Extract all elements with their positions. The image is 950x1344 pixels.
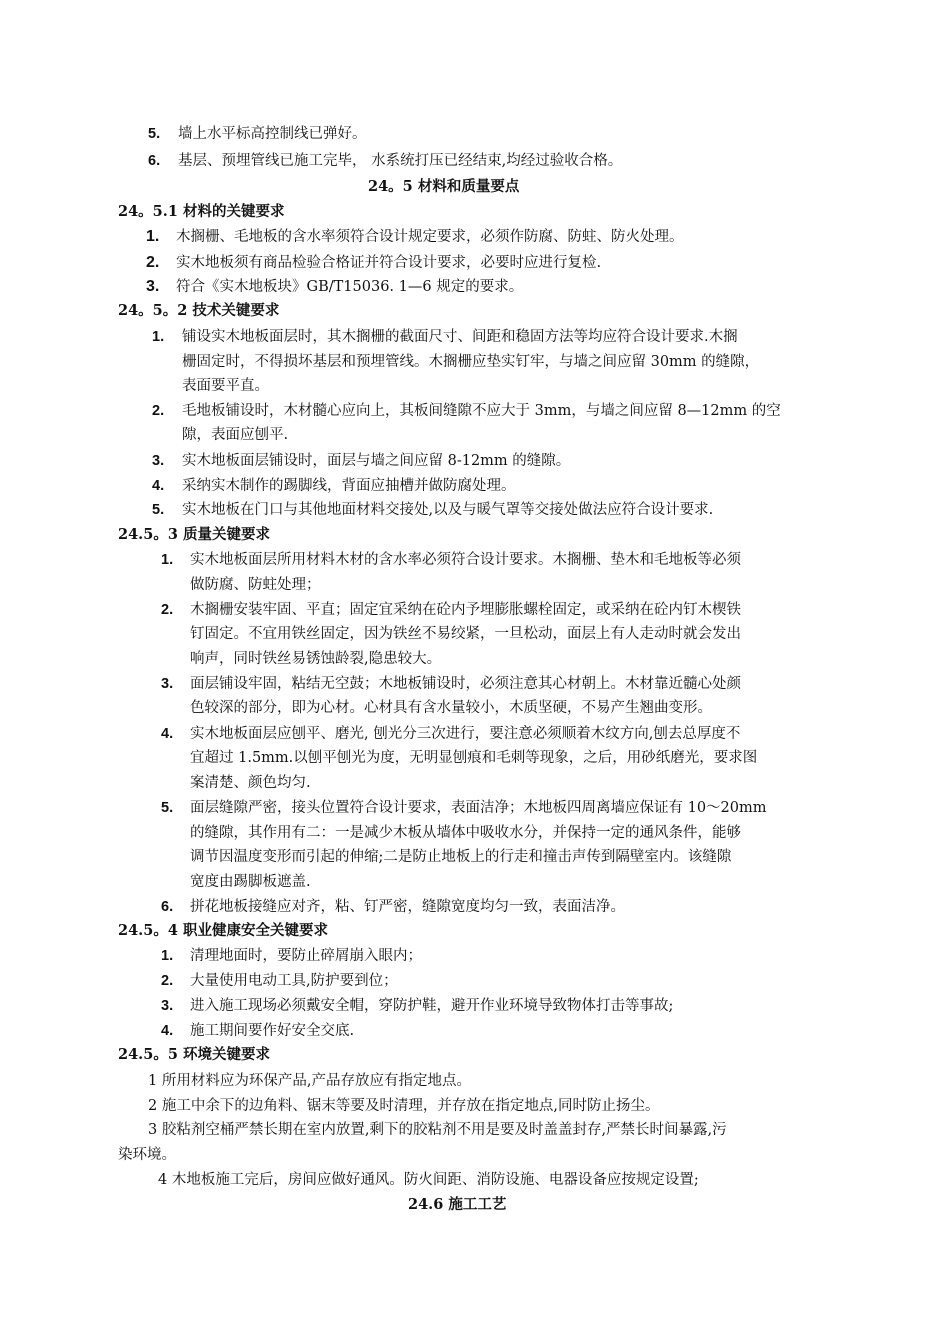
item-number: 5.: [161, 800, 174, 816]
item-text: 实木地板须有商品检验合格证并符合设计要求，必要时应进行复检.: [176, 255, 602, 271]
item-text-line: 面层铺设牢固，粘结无空鼓；木地板铺设时，必须注意其心材朝上。木材靠近髓心处颜: [190, 676, 741, 692]
subsection-heading: 24.5。4 职业健康安全关键要求: [118, 922, 328, 939]
list-item: [161, 996, 673, 1016]
list-item: [161, 946, 422, 966]
item-text-line: 面层缝隙严密，接头位置符合设计要求，表面洁净；木地板四周离墙应保证有 10～20mm: [190, 800, 767, 816]
item-number: 3.: [161, 998, 174, 1014]
subsection-heading: 24。5。2 技术关键要求: [118, 302, 280, 319]
item-text-line: 的缝隙，其作用有二：一是减少木板从墙体中吸收水分，并保持一定的通风条件，能够: [190, 825, 741, 841]
item-number: 5.: [152, 502, 165, 518]
item-text: 施工期间要作好安全交底.: [190, 1023, 355, 1039]
item-text-line: 实木地板面层铺设时，面层与墙之间应留 8-12mm 的缝隙。: [182, 453, 571, 469]
subsection-heading: 24.5。5 环境关键要求: [118, 1046, 270, 1063]
item-text-line: 木搁栅安装牢固、平直；固定宜采纳在砼内予埋膨胀螺栓固定，或采纳在砼内钉木楔铁: [190, 602, 741, 618]
item-text-line: 响声，同时铁丝易锈蚀龄裂,隐患较大。: [190, 651, 442, 667]
item-number: 1.: [152, 329, 165, 345]
item-text: 墙上水平标高控制线已弹好。: [178, 126, 367, 142]
env-item-continuation: 染环境。: [118, 1147, 176, 1163]
subsection-heading: 24。5.1 材料的关键要求: [118, 203, 285, 220]
section-title: 24。5 材料和质量要点: [368, 178, 520, 195]
item-text-line: 做防腐、防蛀处理；: [190, 577, 321, 593]
env-item: 2 施工中余下的边角料、锯末等要及时清理，并存放在指定地点,同时防止扬尘。: [148, 1098, 660, 1114]
item-number: 4.: [161, 1023, 174, 1039]
item-text: 符合《实木地板块》GB/T15036. 1—6 规定的要求。: [176, 279, 524, 295]
item-text-line: 采纳实木制作的踢脚线，背面应抽槽并做防腐处理。: [182, 478, 516, 494]
item-text-line: 毛地板铺设时，木材髓心应向上，其板间缝隙不应大于 3mm，与墙之间应留 8—12mm 的空: [182, 403, 781, 419]
item-text-line: 表面要平直。: [182, 378, 269, 394]
item-text-line: 案清楚、颜色均匀.: [190, 775, 311, 791]
item-text-line: 铺设实木地板面层时，其木搁栅的截面尺寸、间距和稳固方法等均应符合设计要求.木搁: [182, 329, 738, 345]
item-number: 2.: [161, 973, 174, 989]
item-text-line: 宜超过 1.5mm.以刨平刨光为度，无明显刨痕和毛刺等现象，之后，用砂纸磨光，要求图: [190, 750, 758, 766]
item-text-line: 调节因温度变形而引起的伸缩;二是防止地板上的行走和撞击声传到隔壁室内。该缝隙: [190, 849, 732, 865]
item-text-line: 拼花地板接缝应对齐，粘、钉严密，缝隙宽度均匀一致，表面洁净。: [190, 899, 625, 915]
section-title: 24.6 施工工艺: [408, 1196, 507, 1213]
item-number: 3.: [146, 278, 160, 295]
list-item: [146, 253, 601, 273]
item-number: 5.: [148, 126, 161, 142]
env-item: 4 木地板施工完后，房间应做好通风。防火间距、消防设施、电器设备应按规定设置;: [158, 1172, 699, 1188]
item-number: 6.: [161, 899, 174, 915]
item-text-line: 宽度由踢脚板遮盖.: [190, 874, 311, 890]
item-text-line: 栅固定时，不得损坏基层和预埋管线。木搁栅应垫实钉牢，与墙之间应留 30mm 的缝隙，: [182, 354, 760, 370]
list-item: [148, 151, 622, 171]
item-text-line: 实木地板在门口与其他地面材料交接处,以及与暖气罩等交接处做法应符合设计要求.: [182, 502, 714, 518]
item-text: 清理地面时，要防止碎屑崩入眼内；: [190, 948, 422, 964]
list-item: [161, 971, 398, 991]
list-item: [161, 1021, 354, 1041]
item-text-line: 色较深的部分，即为心材。心材具有含水量较小，木质坚硬，不易产生翘曲变形。: [190, 700, 712, 716]
item-text: 进入施工现场必须戴安全帽，穿防护鞋，避开作业环境导致物体打击等事故;: [190, 998, 674, 1014]
list-item: [146, 277, 523, 297]
item-text: 木搁栅、毛地板的含水率须符合设计规定要求，必须作防腐、防蛀、防火处理。: [176, 229, 684, 245]
item-number: 4.: [152, 478, 165, 494]
item-number: 1.: [146, 228, 160, 245]
item-text-line: 钉固定。不宜用铁丝固定，因为铁丝不易绞紧，一旦松动，面层上有人走动时就会发出: [190, 626, 741, 642]
item-number: 2.: [146, 254, 160, 271]
item-text-line: 实木地板面层应刨平、磨光, 刨光分三次进行，要注意必须顺着木纹方向,刨去总厚度不: [190, 726, 741, 742]
list-item: [148, 124, 367, 144]
env-item: 1 所用材料应为环保产品,产品存放应有指定地点。: [148, 1073, 471, 1089]
item-number: 3.: [161, 676, 174, 692]
item-number: 3.: [152, 453, 165, 469]
item-number: 2.: [161, 602, 174, 618]
item-text-line: 实木地板面层所用材料木材的含水率必须符合设计要求。木搁栅、垫木和毛地板等必须: [190, 552, 741, 568]
env-item: 3 胶粘剂空桶严禁长期在室内放置,剩下的胶粘剂不用是要及时盖盖封存,严禁长时间暴露,污: [148, 1122, 727, 1138]
item-text: 大量使用电动工具,防护要到位；: [190, 973, 398, 989]
item-text-line: 隙，表面应刨平.: [182, 427, 289, 443]
list-item: [146, 227, 684, 247]
item-number: 1.: [161, 948, 174, 964]
item-number: 6.: [148, 153, 161, 169]
item-number: 1.: [161, 552, 174, 568]
item-number: 2.: [152, 403, 165, 419]
item-text: 基层、预埋管线已施工完毕， 水系统打压已经结束,均经过验收合格。: [178, 153, 623, 169]
item-number: 4.: [161, 726, 174, 742]
subsection-heading: 24.5。3 质量关键要求: [118, 526, 270, 543]
